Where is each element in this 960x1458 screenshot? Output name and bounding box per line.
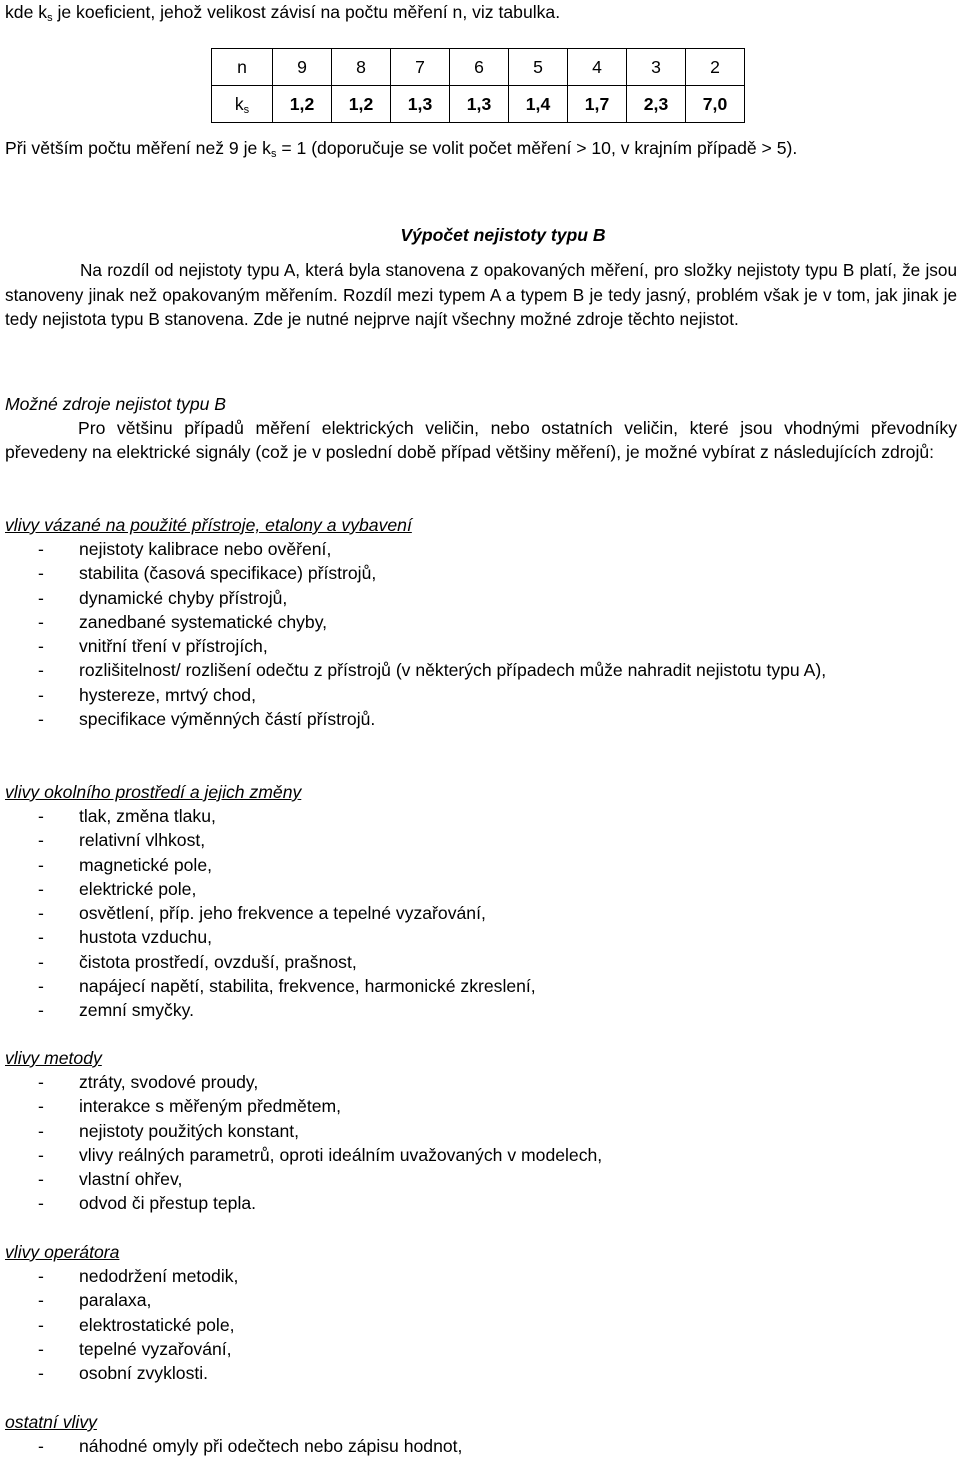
group-heading: vlivy metody	[5, 1048, 102, 1068]
group-other	[5, 1410, 957, 1458]
table-cell: 1,3	[450, 86, 509, 123]
item-list	[5, 537, 957, 731]
table-cell: 1,7	[568, 86, 627, 123]
list-item: - interakce s měřeným předmětem,	[38, 1096, 342, 1117]
list-item: - rozlišitelnost/ rozlišení odečtu z přístrojů (v některých případech může nahradit nejistotu typu A),	[38, 660, 827, 681]
table-cell: 1,2	[273, 86, 332, 123]
group-heading: vlivy vázané na použité přístroje, etalony a vybavení	[5, 515, 412, 535]
item-list	[5, 804, 957, 1023]
list-item: - paralaxa,	[38, 1290, 152, 1311]
list-item: - vlivy reálných parametrů, oproti ideálním uvažovaných v modelech,	[38, 1144, 603, 1165]
list-item: - osvětlení, příp. jeho frekvence a tepelné vyzařování,	[38, 903, 486, 924]
list-item: - vlastní ohřev,	[38, 1169, 183, 1190]
list-item: - magnetické pole,	[38, 854, 213, 875]
list-item: - stabilita (časová specifikace) přístrojů,	[38, 563, 377, 584]
list-item: - čistota prostředí, ovzduší, prašnost,	[38, 951, 357, 972]
list-item: - specifikace výměnných částí přístrojů.	[38, 709, 376, 730]
table-cell: 5	[509, 49, 568, 86]
table-row-ks	[212, 86, 745, 123]
table-cell: 4	[568, 49, 627, 86]
list-item: - ztráty, svodové proudy,	[38, 1072, 259, 1092]
list-item: - vnitřní tření v přístrojích,	[38, 636, 268, 657]
list-item: - zemní smyčky.	[38, 1000, 195, 1021]
table-cell: 9	[273, 49, 332, 86]
intro-text: kde $k_s$ je koeficient, jehož velikost závisí na počtu měření n, viz tabulka.	[5, 2, 561, 24]
group-environment	[5, 780, 957, 1023]
group-instruments	[5, 513, 957, 731]
sources-heading: Možné zdroje nejistot typu B	[5, 394, 227, 414]
group-heading: vlivy operátora	[5, 1242, 120, 1262]
list-item: - tepelné vyzařování,	[38, 1338, 232, 1359]
table-cell: 1,3	[391, 86, 450, 123]
list-item: - elektrické pole,	[38, 878, 197, 899]
list-item: - zanedbané systematické chyby,	[38, 611, 328, 632]
list-item: - odvod či přestup tepla.	[38, 1193, 257, 1214]
table-cell: 7,0	[686, 86, 745, 123]
item-list	[5, 1070, 957, 1216]
table-header-ks: $k_s$	[212, 86, 273, 123]
group-operator	[5, 1240, 957, 1385]
table-cell: 2	[686, 49, 745, 86]
list-item: - hustota vzduchu,	[38, 927, 213, 948]
measurement-note: Při větším počtu měření než 9 je $k_s = 1$ (doporučuje se volit počet měření > 10, v krajním případě > 5).	[5, 138, 798, 160]
list-item: - nedodržení metodik,	[38, 1266, 239, 1286]
list-item: - tlak, změna tlaku,	[38, 806, 216, 826]
sources-paragraph: Pro většinu případů měření elektrických veličin, nebo ostatních veličin, které jsou vhodnými převodníky převedeny na elektrické signály (což je v poslední době případ většiny měření), je možné vybírat z následujících zdrojů:	[5, 418, 957, 463]
section-title: Výpočet nejistoty typu B	[400, 225, 606, 245]
group-heading: vlivy okolního prostředí a jejich změny	[5, 782, 302, 802]
list-item: - náhodné omyly při odečtech nebo zápisu hodnot,	[38, 1436, 463, 1456]
table-header-n: n	[212, 49, 273, 86]
item-list	[5, 1434, 957, 1458]
table-cell: 8	[332, 49, 391, 86]
table-cell: 1,4	[509, 86, 568, 123]
table-row-n	[212, 49, 745, 86]
list-item: - dynamické chyby přístrojů,	[38, 587, 288, 608]
table-cell: 2,3	[627, 86, 686, 123]
list-item: - hystereze, mrtvý chod,	[38, 684, 256, 705]
item-list	[5, 1264, 957, 1385]
list-item: - nejistoty kalibrace nebo ověření,	[38, 539, 332, 559]
ks-coefficient-table	[211, 48, 745, 123]
group-method	[5, 1046, 957, 1216]
section-paragraph: Na rozdíl od nejistoty typu A, která byla stanovena z opakovaných měření, pro složky nejistoty typu B platí, že jsou stanoveny jinak než opakovaným měřením. Rozdíl mezi typem A a typem B je tedy jasný, problém však je v tom, jak jinak je tedy nejistota typu B stanovena. Zde je nutné nejprve najít všechny možné zdroje těchto nejistot.	[5, 260, 957, 329]
table-cell: 3	[627, 49, 686, 86]
table-cell: 1,2	[332, 86, 391, 123]
table-cell: 7	[391, 49, 450, 86]
list-item: - nejistoty použitých konstant,	[38, 1120, 300, 1141]
list-item: - elektrostatické pole,	[38, 1314, 235, 1335]
list-item: - osobní zvyklosti.	[38, 1363, 209, 1384]
group-heading: ostatní vlivy	[5, 1412, 97, 1432]
list-item: - relativní vlhkost,	[38, 830, 206, 851]
list-item: - napájecí napětí, stabilita, frekvence, harmonické zkreslení,	[38, 976, 536, 997]
table-cell: 6	[450, 49, 509, 86]
sources-block	[5, 392, 957, 465]
